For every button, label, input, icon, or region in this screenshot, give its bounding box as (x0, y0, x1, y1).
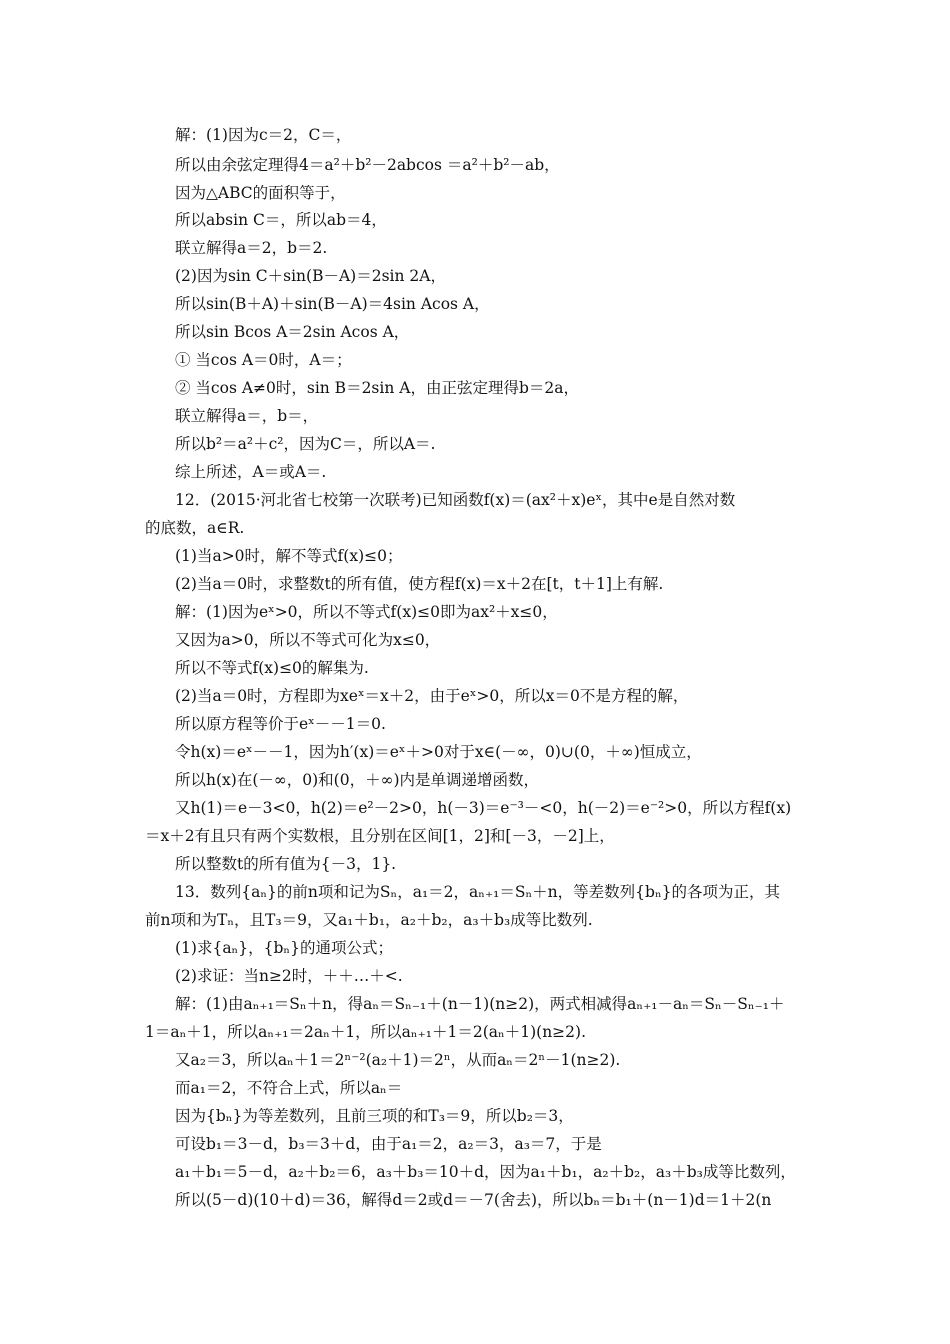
text-line: 所以b²＝a²＋c²，因为C＝，所以A＝. (175, 435, 436, 453)
text-line: 所以h(x)在(－∞，0)和(0，＋∞)内是单调递增函数， (175, 771, 540, 789)
text-line: 的底数，a∈R. (145, 519, 245, 537)
text-line: 12．(2015·河北省七校第一次联考)已知函数f(x)＝(ax²＋x)eˣ，其中e是自然对数 (175, 491, 736, 509)
text-line: 因为△ABC的面积等于， (175, 184, 346, 202)
text-line: ② 当cos A≠0时，sin B＝2sin A，由正弦定理得b＝2a， (175, 379, 579, 397)
text-line: 又h(1)＝e－3<0，h(2)＝e²－2>0，h(－3)＝e⁻³－<0，h(－2)＝e⁻²>0，所以方程f(x) (175, 799, 792, 817)
text-line: 解：(1)因为c＝2，C＝， (175, 126, 352, 144)
text-line: 令h(x)＝eˣ－－1，因为h′(x)＝eˣ＋>0对于x∈(－∞，0)∪(0，＋∞)恒成立， (175, 743, 702, 761)
text-line: 所以absin C＝，所以ab＝4， (175, 211, 387, 229)
text-line: (1)求{aₙ}，{bₙ}的通项公式； (175, 939, 393, 957)
text-line: 解：(1)由aₙ₊₁＝Sₙ＋n，得aₙ＝Sₙ₋₁＋(n－1)(n≥2)，两式相减得aₙ₊₁－aₙ＝Sₙ－Sₙ₋₁＋ (175, 995, 785, 1013)
text-line: 综上所述，A＝或A＝. (175, 463, 327, 481)
text-line: 所以(5－d)(10＋d)＝36，解得d＝2或d＝－7(舍去)，所以bₙ＝b₁＋(n－1)d＝1＋2(n (175, 1191, 772, 1209)
text-line: 联立解得a＝，b＝， (175, 407, 319, 425)
text-line: 所以整数t的所有值为{－3，1}. (175, 855, 397, 873)
text-line: (2)因为sin C＋sin(B－A)＝2sin 2A， (175, 267, 446, 285)
text-line: 所以不等式f(x)≤0的解集为. (175, 659, 369, 677)
text-line: (2)当a＝0时，求整数t的所有值，使方程f(x)＝x＋2在[t，t＋1]上有解. (175, 575, 664, 593)
text-line: 又a₂＝3，所以aₙ＋1＝2ⁿ⁻²(a₂＋1)＝2ⁿ，从而aₙ＝2ⁿ－1(n≥2). (175, 1051, 621, 1069)
text-line: 所以sin(B＋A)＋sin(B－A)＝4sin Acos A， (175, 295, 490, 313)
text-line: 而a₁＝2，不符合上式，所以aₙ＝ (175, 1079, 403, 1097)
text-line: 所以sin Bcos A＝2sin Acos A， (175, 323, 410, 341)
text-line: ① 当cos A＝0时，A＝； (175, 351, 352, 369)
text-line: 所以由余弦定理得4＝a²＋b²－2abcos ＝a²＋b²－ab， (175, 156, 560, 174)
text-line: 1＝aₙ＋1，所以aₙ₊₁＝2aₙ＋1，所以aₙ₊₁＋1＝2(aₙ＋1)(n≥2). (145, 1023, 587, 1041)
text-line: 解：(1)因为eˣ>0，所以不等式f(x)≤0即为ax²＋x≤0， (175, 603, 558, 621)
text-line: 联立解得a＝2，b＝2. (175, 239, 328, 257)
text-line: 所以原方程等价于eˣ－－1＝0. (175, 715, 386, 733)
text-line: a₁＋b₁＝5－d，a₂＋b₂＝6，a₃＋b₃＝10＋d，因为a₁＋b₁，a₂＋b₂，a₃＋b₃成等比数列， (175, 1163, 796, 1181)
text-line: 13．数列{aₙ}的前n项和记为Sₙ，a₁＝2，aₙ₊₁＝Sₙ＋n，等差数列{bₙ}的各项为正，其 (175, 883, 781, 901)
text-line: 可设b₁＝3－d，b₃＝3＋d，由于a₁＝2，a₂＝3，a₃＝7，于是 (175, 1135, 602, 1153)
text-line: 又因为a>0，所以不等式可化为x≤0， (175, 631, 441, 649)
text-line: 前n项和为Tₙ，且T₃＝9，又a₁＋b₁，a₂＋b₂，a₃＋b₃成等比数列. (145, 911, 593, 929)
text-line: (2)求证：当n≥2时，＋＋…＋<. (175, 967, 403, 985)
text-line: (2)当a＝0时，方程即为xeˣ＝x＋2，由于eˣ>0，所以x＝0不是方程的解， (175, 687, 689, 705)
text-line: (1)当a>0时，解不等式f(x)≤0； (175, 547, 403, 565)
text-line: 因为{bₙ}为等差数列，且前三项的和T₃＝9，所以b₂＝3， (175, 1107, 574, 1125)
text-line: ＝x＋2有且只有两个实数根，且分别在区间[1，2]和[－3，－2]上， (145, 827, 615, 845)
